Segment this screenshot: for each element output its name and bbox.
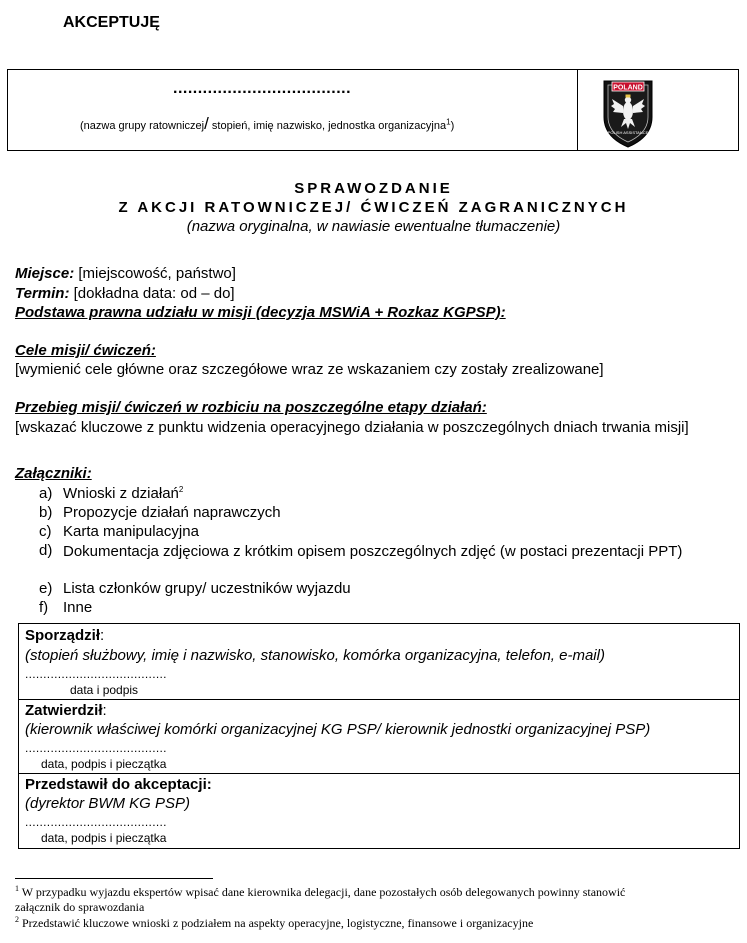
signature-table bbox=[18, 623, 740, 849]
footnote-1-line-2: załącznik do sprawozdania bbox=[15, 900, 145, 914]
footnote-rule bbox=[15, 878, 213, 879]
attachment-letter: f) bbox=[39, 599, 49, 616]
caption-part2: stopień, imię nazwisko, jednostka organizacyjna bbox=[208, 120, 447, 132]
footnote-1-mark: 1 bbox=[15, 884, 19, 893]
footnote-2 bbox=[15, 915, 533, 931]
zatwierdzil-colon: : bbox=[102, 702, 107, 719]
title-line-2: Z AKCJI RATOWNICZEJ/ ĆWICZEŃ ZAGRANICZNYCH bbox=[118, 199, 629, 216]
attachment-letter: a) bbox=[39, 485, 53, 502]
sporzadzil-caption: data i podpis bbox=[70, 683, 139, 697]
title-line-1: SPRAWOZDANIE bbox=[294, 180, 453, 197]
przedstawil-description: (dyrektor BWM KG PSP) bbox=[25, 795, 191, 812]
footnote-ref-2: 2 bbox=[178, 485, 184, 494]
zatwierdzil-caption: data, podpis i pieczątka bbox=[41, 757, 167, 771]
miejsce-field bbox=[15, 265, 236, 282]
attachment-letter: e) bbox=[39, 580, 53, 597]
attachment-item-a bbox=[39, 485, 744, 505]
termin-field bbox=[15, 285, 235, 302]
zatwierdzil-label-text: Zatwierdził bbox=[25, 702, 103, 719]
title-subtitle: (nazwa oryginalna, w nawiasie ewentualne tłumaczenie) bbox=[186, 218, 561, 235]
zatwierdzil-description: (kierownik właściwej komórki organizacyjnej KG PSP/ kierownik jednostki organizacyjnej PSP) bbox=[25, 721, 651, 738]
caption-part1: (nazwa grupy ratowniczej bbox=[80, 120, 205, 132]
termin-value: [dokładna data: od – do] bbox=[69, 285, 235, 302]
przebieg-value: [wskazać kluczowe z punktu widzenia operacyjnego działania w poszczególnych dniach trwania misji] bbox=[15, 419, 689, 436]
attachment-text: Dokumentacja zdjęciowa z krótkim opisem poszczególnych zdjęć (w postaci prezentacji PPT) bbox=[63, 543, 683, 560]
attachment-text: Wnioski z działań bbox=[63, 485, 179, 502]
zatwierdzil-label bbox=[25, 702, 107, 719]
footnote-ref-1: 1 bbox=[446, 117, 451, 127]
sporzadzil-section bbox=[19, 624, 739, 699]
header-divider bbox=[577, 70, 578, 150]
attachment-item-f bbox=[39, 599, 744, 619]
sporzadzil-description: (stopień służbowy, imię i nazwisko, stanowisko, komórka organizacyjna, telefon, e-mail) bbox=[25, 647, 605, 664]
attachment-text: Propozycje działań naprawczych bbox=[63, 504, 281, 521]
header-caption bbox=[80, 114, 454, 134]
attachment-item-b bbox=[39, 504, 744, 524]
sporzadzil-dots: ....................................... bbox=[25, 667, 167, 681]
attachment-letter: d) bbox=[39, 542, 53, 559]
przebieg-heading: Przebieg misji/ ćwiczeń w rozbiciu na poszczególne etapy działań: bbox=[15, 399, 487, 416]
termin-label: Termin: bbox=[15, 285, 70, 302]
cele-heading: Cele misji/ ćwiczeń: bbox=[15, 342, 156, 359]
footnote-2-mark: 2 bbox=[15, 915, 19, 924]
logo-poland-text: POLAND bbox=[613, 84, 643, 92]
footnote-1-text: W przypadku wyjazdu ekspertów wpisać dane kierownika delegacji, dane pozostałych osób delegowanych powinny stanowić bbox=[19, 885, 626, 899]
zalaczniki-heading: Załączniki: bbox=[15, 465, 92, 482]
przedstawil-dots: ....................................... bbox=[25, 815, 167, 829]
sporzadzil-label bbox=[25, 627, 104, 644]
cele-value: [wymienić cele główne oraz szczegółowe wraz ze wskazaniem czy zostały zrealizowane] bbox=[15, 361, 604, 378]
logo-ring-text: POLISH ASSISTANCE bbox=[607, 130, 649, 135]
attachment-letter: b) bbox=[39, 504, 53, 521]
attachment-text: Karta manipulacyjna bbox=[63, 523, 199, 540]
footnote-1-line-1 bbox=[15, 884, 625, 900]
header-box bbox=[7, 69, 739, 151]
attachment-item-d bbox=[39, 542, 744, 582]
header-dots: .................................... bbox=[173, 80, 352, 97]
przedstawil-section bbox=[19, 774, 739, 848]
caption-end: ) bbox=[450, 120, 455, 132]
attachment-text: Lista członków grupy/ uczestników wyjazdu bbox=[63, 580, 351, 597]
attachment-letter: c) bbox=[39, 523, 52, 540]
footnote-2-text: Przedstawić kluczowe wnioski z podziałem na aspekty operacyjne, logistyczne, finansowe i organizacyjne bbox=[19, 916, 534, 930]
akceptuje-heading: AKCEPTUJĘ bbox=[63, 14, 160, 31]
sporzadzil-label-text: Sporządził bbox=[25, 627, 101, 644]
miejsce-label: Miejsce: bbox=[15, 265, 75, 282]
zatwierdzil-dots: ....................................... bbox=[25, 741, 167, 755]
attachment-text: Inne bbox=[63, 599, 93, 616]
caption-slash: / bbox=[204, 114, 209, 133]
attachment-text-a bbox=[63, 485, 183, 502]
przedstawil-caption: data, podpis i pieczątka bbox=[41, 831, 167, 845]
zatwierdzil-section bbox=[19, 700, 739, 773]
miejsce-value: [miejscowość, państwo] bbox=[74, 265, 236, 282]
attachment-item-e bbox=[39, 580, 744, 600]
przedstawil-label: Przedstawił do akceptacji: bbox=[25, 776, 212, 793]
attachment-item-c bbox=[39, 523, 744, 543]
sporzadzil-colon: : bbox=[100, 627, 105, 644]
podstawa-prawna-heading: Podstawa prawna udziału w misji (decyzja MSWiA + Rozkaz KGPSP): bbox=[15, 304, 506, 321]
polish-assistance-logo bbox=[590, 73, 666, 149]
